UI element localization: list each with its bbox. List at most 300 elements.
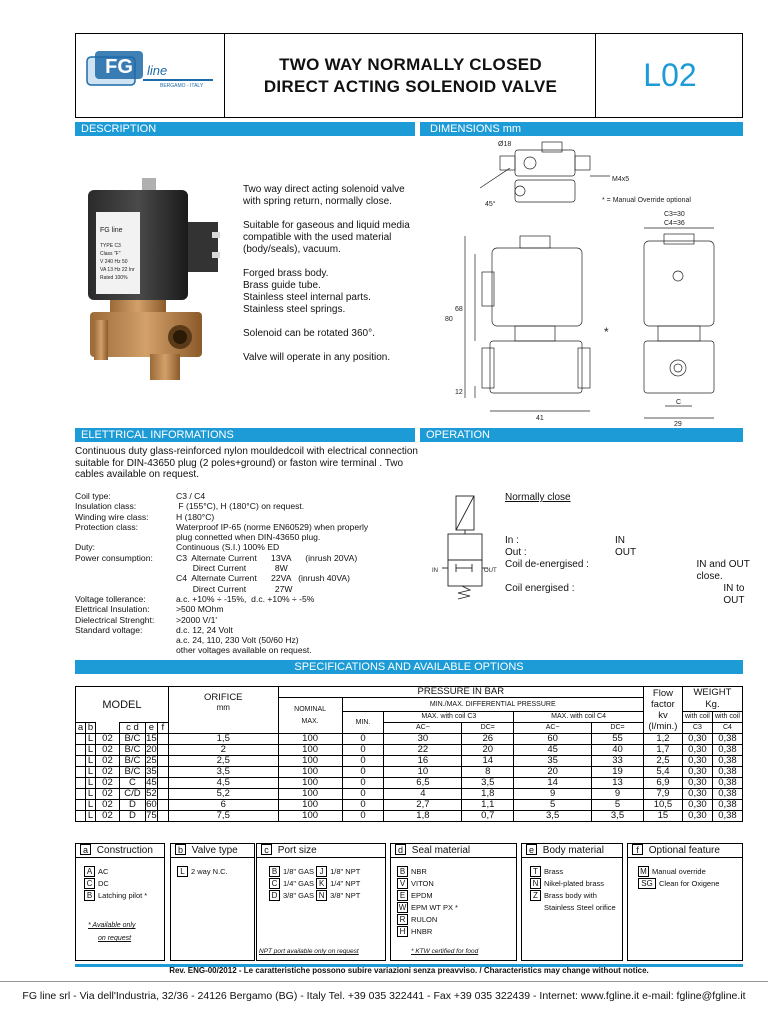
- spec-cell: 45: [146, 777, 157, 788]
- option-item: L 2 way N.C.: [177, 866, 228, 877]
- spec-cell: [76, 745, 86, 756]
- spec-row: [76, 756, 743, 767]
- flow-label: Flow: [652, 688, 673, 699]
- c4-dc: DC=: [592, 723, 644, 734]
- dim-c3: C3=30: [664, 211, 685, 218]
- description-p3-line: Stainless steel internal parts.: [243, 292, 371, 303]
- letter-c: c d: [119, 723, 145, 734]
- spec-cell: 100: [278, 745, 342, 756]
- spec-cell: L: [85, 745, 95, 756]
- operation-line: [505, 583, 768, 607]
- electrical-value: a.c. 24, 110, 230 Volt (50/60 Hz): [176, 635, 299, 646]
- col-diff: MIN./MAX. DIFFERENTIAL PRESSURE: [342, 698, 643, 712]
- letter-e: e: [145, 723, 157, 734]
- weight-unit: Kg.: [705, 699, 720, 710]
- electrical-key: Power consumption:: [75, 552, 153, 563]
- spec-cell: [76, 734, 86, 745]
- dim-h12: 12: [455, 389, 463, 396]
- spec-cell: 0: [342, 800, 384, 811]
- spec-cell: 2,7: [384, 800, 462, 811]
- section-operation: OPERATION: [420, 428, 743, 442]
- spec-cell: 02: [95, 767, 119, 778]
- spec-cell: 25: [146, 755, 157, 766]
- company-footer: FG line srl - Via dell'Industria, 32/36 - 24126 Bergamo (BG) - Italy Tel. +39 035 322441 - Fax +39 035 322439 - Internet: www.fgline.it e-mail: fgline@fgline.it: [22, 990, 746, 1002]
- nominal-max: MAX.: [301, 717, 319, 725]
- letter-a: a: [76, 723, 86, 734]
- spec-cell: L: [85, 800, 95, 811]
- option-item: W EPM WT PX *: [398, 903, 458, 912]
- option-item: A AC: [84, 866, 108, 877]
- description-text: [243, 184, 413, 364]
- electrical-key: [75, 532, 176, 542]
- description-p4: Solenoid can be rotated 360°.: [243, 328, 375, 339]
- electrical-value: F (155°C), H (180°C) on request.: [176, 501, 305, 512]
- electrical-row: [75, 615, 420, 625]
- spec-cell: 15: [146, 733, 157, 744]
- spec-cell: C: [119, 778, 145, 789]
- option-item: B 1/8" GAS J 1/8" NPT: [269, 866, 360, 877]
- electrical-row: [75, 501, 420, 511]
- spec-cell: 52: [146, 788, 157, 799]
- c4-ac: AC~: [514, 723, 592, 734]
- spec-cell: 100: [278, 778, 342, 789]
- electrical-row: [75, 522, 420, 532]
- svg-text:V 240 Hz 50: V 240 Hz 50: [100, 259, 128, 265]
- op-in-label: IN: [432, 568, 438, 574]
- spec-cell: [76, 800, 86, 811]
- spec-cell: 1,2: [643, 734, 682, 745]
- spec-cell: 0: [342, 734, 384, 745]
- col-model: MODEL: [76, 687, 169, 723]
- spec-cell: 100: [278, 800, 342, 811]
- col-orifice: [168, 687, 278, 734]
- spec-cell: [157, 778, 168, 789]
- spec-cell: 0,38: [712, 789, 742, 800]
- spec-cell: B/C: [119, 756, 145, 767]
- spec-cell: 0,38: [712, 756, 742, 767]
- electrical-key: [75, 573, 176, 583]
- spec-cell: 6: [168, 800, 278, 811]
- spec-cell: [157, 734, 168, 745]
- electrical-key: [75, 635, 176, 645]
- spec-cell: 14: [462, 756, 514, 767]
- option-item: B Latching pilot *: [84, 890, 147, 901]
- electrical-specs: [75, 491, 420, 656]
- section-specs: SPECIFICATIONS AND AVAILABLE OPTIONS: [75, 660, 743, 674]
- electrical-key: [75, 563, 176, 573]
- spec-cell: 0: [342, 789, 384, 800]
- electrical-key: Protection class:: [75, 521, 139, 532]
- dim-star: *: [604, 325, 609, 339]
- spec-cell: L: [85, 756, 95, 767]
- spec-cell: 10,5: [643, 800, 682, 811]
- col-max-c3: MAX. with coil C3: [384, 712, 514, 723]
- spec-cell: 1,8: [384, 811, 462, 822]
- spec-cell: 0: [342, 767, 384, 778]
- spec-cell: [157, 767, 168, 778]
- operation-a: Coil de-energised :: [505, 559, 589, 570]
- spec-cell: 33: [592, 756, 644, 767]
- spec-cell: [76, 756, 86, 767]
- electrical-value: Direct Current 8W: [176, 563, 288, 574]
- spec-cell: 0,38: [712, 800, 742, 811]
- title-line-2: DIRECT ACTING SOLENOID VALVE: [263, 76, 558, 96]
- electrical-row: [75, 491, 420, 501]
- spec-cell: 7,5: [168, 811, 278, 822]
- spec-cell: 0,30: [682, 778, 712, 789]
- electrical-key: Coil type:: [75, 491, 111, 501]
- spec-cell: 4,5: [168, 778, 278, 789]
- option-item: Z Brass body with: [530, 890, 597, 901]
- weight-with-coil-c3: with coil: [682, 712, 712, 723]
- operation-lines: [505, 535, 768, 607]
- svg-text:FG: FG: [105, 56, 133, 78]
- electrical-key: Standard voltage:: [75, 624, 143, 635]
- dim-c4: C4=36: [664, 220, 685, 227]
- electrical-value: Continuous (S.I.) 100% ED: [176, 542, 280, 553]
- spec-cell: [157, 789, 168, 800]
- spec-cell: 02: [95, 756, 119, 767]
- dim-a45: 45°: [485, 201, 496, 208]
- spec-cell: 100: [278, 734, 342, 745]
- option-item: M Manual override: [638, 866, 706, 877]
- spec-cell: D: [119, 800, 145, 811]
- spec-cell: 0: [342, 756, 384, 767]
- operation-b: [601, 559, 697, 583]
- description-p1: Two way direct acting solenoid valve with spring return, normally close.: [243, 184, 405, 207]
- spec-cell: 2,5: [168, 756, 278, 767]
- electrical-key: Insulation class:: [75, 501, 137, 512]
- spec-row: [76, 789, 743, 800]
- company-logo: [75, 33, 225, 118]
- dim-override-note: * = Manual Override optional: [602, 197, 691, 204]
- electrical-key: Duty:: [75, 542, 96, 553]
- spec-cell: B/C: [119, 767, 145, 778]
- col-min: MIN.: [342, 712, 384, 734]
- spec-cell: 5: [514, 800, 592, 811]
- construction-note-2: on request: [98, 935, 132, 942]
- spec-cell: 5: [592, 800, 644, 811]
- orifice-label: ORIFICE: [203, 692, 243, 703]
- spec-cell: 0,30: [682, 811, 712, 822]
- weight-label: WEIGHT: [693, 687, 732, 698]
- operation-line: [505, 535, 768, 547]
- spec-cell: [76, 789, 86, 800]
- spec-cell: 40: [592, 745, 644, 756]
- product-photo: [80, 172, 230, 387]
- electrical-key: Elettrical Insulation:: [75, 604, 150, 615]
- spec-cell: 100: [278, 789, 342, 800]
- spec-cell: 3,5: [514, 811, 592, 822]
- option-item: R RULON: [397, 914, 437, 925]
- svg-text:TYPE C3: TYPE C3: [100, 243, 121, 249]
- operation-b: [614, 583, 723, 607]
- spec-cell: 13: [592, 778, 644, 789]
- operation-c: IN to OUT: [723, 583, 745, 606]
- letter-f: f: [157, 723, 168, 734]
- spec-cell: 0,30: [682, 800, 712, 811]
- spec-cell: 14: [514, 778, 592, 789]
- spec-cell: 0,38: [712, 767, 742, 778]
- svg-text:FG line: FG line: [100, 227, 123, 234]
- section-dimensions: DIMENSIONS mm: [420, 122, 743, 136]
- specifications-table: [75, 686, 743, 822]
- svg-text:line: line: [147, 63, 168, 78]
- spec-cell: 5,4: [643, 767, 682, 778]
- spec-cell: 1,1: [462, 800, 514, 811]
- electrical-row: [75, 635, 420, 645]
- body-extra: Stainless Steel orifice: [544, 903, 616, 912]
- option-item: D 3/8" GAS N 3/8" NPT: [269, 890, 360, 901]
- description-p3-line: Forged brass body.: [243, 268, 329, 279]
- spec-cell: 26: [462, 734, 514, 745]
- electrical-row: [75, 594, 420, 604]
- spec-cell: 02: [95, 789, 119, 800]
- electrical-row: [75, 645, 420, 655]
- letter-gap: [95, 723, 119, 734]
- electrical-row: [75, 553, 420, 563]
- flow-kv: kv: [658, 710, 668, 721]
- option-item: V VITON: [397, 878, 434, 889]
- option-item: H HNBR: [397, 926, 432, 937]
- product-code: L02: [643, 57, 697, 93]
- spec-cell: 1,5: [168, 734, 278, 745]
- spec-cell: 0: [342, 811, 384, 822]
- option-item: T Brass: [530, 866, 563, 877]
- electrical-row: [75, 512, 420, 522]
- electrical-row: [75, 625, 420, 635]
- construction-note-1: * Available only: [88, 922, 136, 929]
- letter-b: b: [85, 723, 95, 734]
- option-optional: [627, 843, 743, 961]
- spec-cell: 60: [514, 734, 592, 745]
- option-item: C DC: [84, 878, 109, 889]
- spec-cell: 1,8: [462, 789, 514, 800]
- spec-cell: 20: [462, 745, 514, 756]
- option-item: SG Clean for Oxigene: [638, 878, 719, 889]
- option-item: B NBR: [397, 866, 427, 877]
- spec-cell: 7,9: [643, 789, 682, 800]
- electrical-value: >2000 V/1': [176, 614, 218, 625]
- spec-cell: 0,30: [682, 734, 712, 745]
- spec-row: [76, 800, 743, 811]
- spec-row: [76, 778, 743, 789]
- spec-cell: 2: [168, 745, 278, 756]
- operation-a: Out :: [505, 547, 527, 558]
- description-p2: Suitable for gaseous and liquid media compatible with the used material (body/seals), vacuum.: [243, 220, 410, 255]
- spec-cell: L: [85, 734, 95, 745]
- option-construction: [75, 843, 165, 961]
- spec-cell: L: [85, 811, 95, 822]
- spec-cell: 0,38: [712, 778, 742, 789]
- option-header: d Seal material: [391, 844, 516, 858]
- orifice-unit: mm: [216, 703, 230, 712]
- spec-cell: 45: [514, 745, 592, 756]
- svg-text:BERGAMO - ITALY: BERGAMO - ITALY: [160, 83, 204, 89]
- spec-cell: 02: [95, 778, 119, 789]
- dimensions-drawing: [420, 136, 743, 426]
- operation-mode: Normally close: [505, 492, 571, 503]
- electrical-row: [75, 542, 420, 552]
- electrical-intro: Continuous duty glass-reinforced nylon mouldedcoil with electrical connection suitable for DIN-43650 plug (2 poles+ground) or faston wire terminal . Two cables available on request.: [75, 446, 418, 480]
- spec-row: [76, 767, 743, 778]
- spec-cell: [157, 800, 168, 811]
- electrical-row: [75, 532, 420, 542]
- operation-line: [505, 559, 768, 583]
- spec-cell: 35: [514, 756, 592, 767]
- spec-cell: 6,9: [643, 778, 682, 789]
- electrical-value: d.c. 12, 24 Volt: [176, 624, 233, 635]
- dim-h80: 80: [445, 316, 453, 323]
- option-body: [521, 843, 623, 961]
- valve-symbol: [432, 492, 502, 602]
- spec-row: [76, 734, 743, 745]
- spec-cell: 4: [384, 789, 462, 800]
- option-header: b Valve type: [171, 844, 254, 858]
- spec-cell: 0,30: [682, 745, 712, 756]
- seal-note: * KTW certified for food: [411, 948, 479, 955]
- svg-text:VA 13 Hz 22 Inr: VA 13 Hz 22 Inr: [100, 267, 135, 273]
- weight-with-coil-c4: with coil: [712, 712, 742, 723]
- option-header: c Port size: [257, 844, 385, 858]
- electrical-row: [75, 604, 420, 614]
- electrical-value: a.c. +10% ÷ -15%, d.c. +10% ÷ -5%: [176, 593, 315, 604]
- electrical-key: Winding wire class:: [75, 511, 149, 522]
- spec-cell: 0,30: [682, 756, 712, 767]
- spec-cell: 100: [278, 756, 342, 767]
- dim-w29: 29: [674, 421, 682, 426]
- dim-c: C: [676, 399, 682, 406]
- spec-cell: 55: [592, 734, 644, 745]
- spec-cell: [157, 756, 168, 767]
- spec-cell: 20: [146, 744, 157, 755]
- electrical-key: [75, 645, 176, 655]
- spec-cell: 0: [342, 745, 384, 756]
- description-p3-line: Stainless steel springs.: [243, 304, 346, 315]
- dim-h68: 68: [455, 306, 463, 313]
- section-description: DESCRIPTION: [75, 122, 415, 136]
- option-header: f Optional feature: [628, 844, 742, 858]
- spec-cell: 8: [462, 767, 514, 778]
- spec-cell: 100: [278, 811, 342, 822]
- spec-cell: 60: [146, 799, 157, 810]
- description-p5: Valve will operate in any position.: [243, 352, 391, 363]
- dim-w41: 41: [536, 415, 544, 422]
- spec-cell: [76, 811, 86, 822]
- spec-cell: B/C: [119, 734, 145, 745]
- spec-cell: 16: [384, 756, 462, 767]
- spec-cell: L: [85, 789, 95, 800]
- c3-dc: DC=: [462, 723, 514, 734]
- spec-cell: 3,5: [462, 778, 514, 789]
- spec-cell: 1,7: [643, 745, 682, 756]
- electrical-value: other voltages available on request.: [176, 645, 312, 656]
- spec-cell: 75: [146, 810, 157, 821]
- electrical-key: Dielectrical Strenght:: [75, 614, 155, 625]
- svg-text:Rated 100%: Rated 100%: [100, 275, 128, 281]
- option-item: C 1/4" GAS K 1/4" NPT: [269, 878, 360, 889]
- spec-cell: [157, 811, 168, 822]
- spec-cell: 3,5: [168, 767, 278, 778]
- electrical-value: Direct Current 27W: [176, 583, 293, 594]
- spec-cell: L: [85, 778, 95, 789]
- electrical-row: [75, 563, 420, 573]
- operation-b: OUT: [615, 547, 637, 558]
- electrical-value: plug connetted when DIN-43650 plug.: [176, 532, 321, 543]
- electrical-value: C3 Alternate Current 13VA (inrush 20VA): [176, 552, 358, 563]
- spec-cell: 22: [384, 745, 462, 756]
- spec-row: [76, 745, 743, 756]
- operation-a: In :: [505, 535, 519, 546]
- option-seal: [390, 843, 517, 961]
- spec-cell: 02: [95, 745, 119, 756]
- spec-cell: 0,38: [712, 734, 742, 745]
- operation-a: Coil energised :: [505, 583, 575, 594]
- electrical-row: [75, 573, 420, 583]
- op-out-label: OUT: [484, 568, 497, 574]
- document-title: [226, 33, 596, 118]
- spec-cell: 35: [146, 766, 157, 777]
- spec-cell: 0,7: [462, 811, 514, 822]
- spec-cell: 0,38: [712, 745, 742, 756]
- spec-cell: 0,30: [682, 789, 712, 800]
- electrical-value: C4 Alternate Current 22VA (inrush 40VA): [176, 573, 351, 584]
- spec-cell: D: [119, 811, 145, 822]
- spec-cell: [76, 767, 86, 778]
- flow-unit: (l/min.): [648, 721, 678, 732]
- spec-cell: 02: [95, 811, 119, 822]
- option-header: a Construction: [76, 844, 164, 858]
- weight-c3: C3: [682, 723, 712, 734]
- col-nominal: [278, 698, 342, 734]
- option-item: N Nikel-plated brass: [530, 878, 604, 889]
- spec-cell: 5,2: [168, 789, 278, 800]
- spec-cell: 2,5: [643, 756, 682, 767]
- port-note: NPT port available only on request: [259, 948, 359, 955]
- electrical-value: C3 / C4: [176, 491, 206, 501]
- svg-text:Class "F": Class "F": [100, 251, 121, 257]
- operation-line: [505, 547, 768, 559]
- weight-c4: C4: [712, 723, 742, 734]
- dim-m4: M4x5: [612, 176, 630, 183]
- spec-cell: 9: [514, 789, 592, 800]
- operation-c: IN and OUT close.: [696, 559, 750, 582]
- section-electrical: ELETTRICAL INFORMATIONS: [75, 428, 415, 442]
- col-weight: [682, 687, 742, 712]
- col-pressure: PRESSURE IN BAR: [278, 687, 643, 698]
- electrical-key: Voltage tollerance:: [75, 593, 146, 604]
- spec-cell: 02: [95, 734, 119, 745]
- electrical-row: [75, 584, 420, 594]
- option-header: e Body material: [522, 844, 622, 858]
- operation-b: IN: [615, 535, 625, 546]
- spec-cell: B/C: [119, 745, 145, 756]
- spec-cell: 0: [342, 778, 384, 789]
- col-flow: [643, 687, 682, 734]
- title-line-1: TWO WAY NORMALLY CLOSED: [279, 54, 542, 74]
- electrical-key: [75, 584, 176, 594]
- spec-cell: 15: [643, 811, 682, 822]
- bottom-rule: [0, 981, 768, 982]
- spec-cell: 02: [95, 800, 119, 811]
- spec-cell: 0,38: [712, 811, 742, 822]
- spec-cell: 30: [384, 734, 462, 745]
- nominal-label: NOMINAL: [294, 705, 327, 713]
- spec-cell: 0,30: [682, 767, 712, 778]
- spec-cell: 9: [592, 789, 644, 800]
- option-valve-type: [170, 843, 255, 961]
- revision-note: Rev. ENG-00/2012 - Le caratteristiche possono subire variazioni senza preavviso. / Characteristics may change without notice.: [169, 966, 649, 975]
